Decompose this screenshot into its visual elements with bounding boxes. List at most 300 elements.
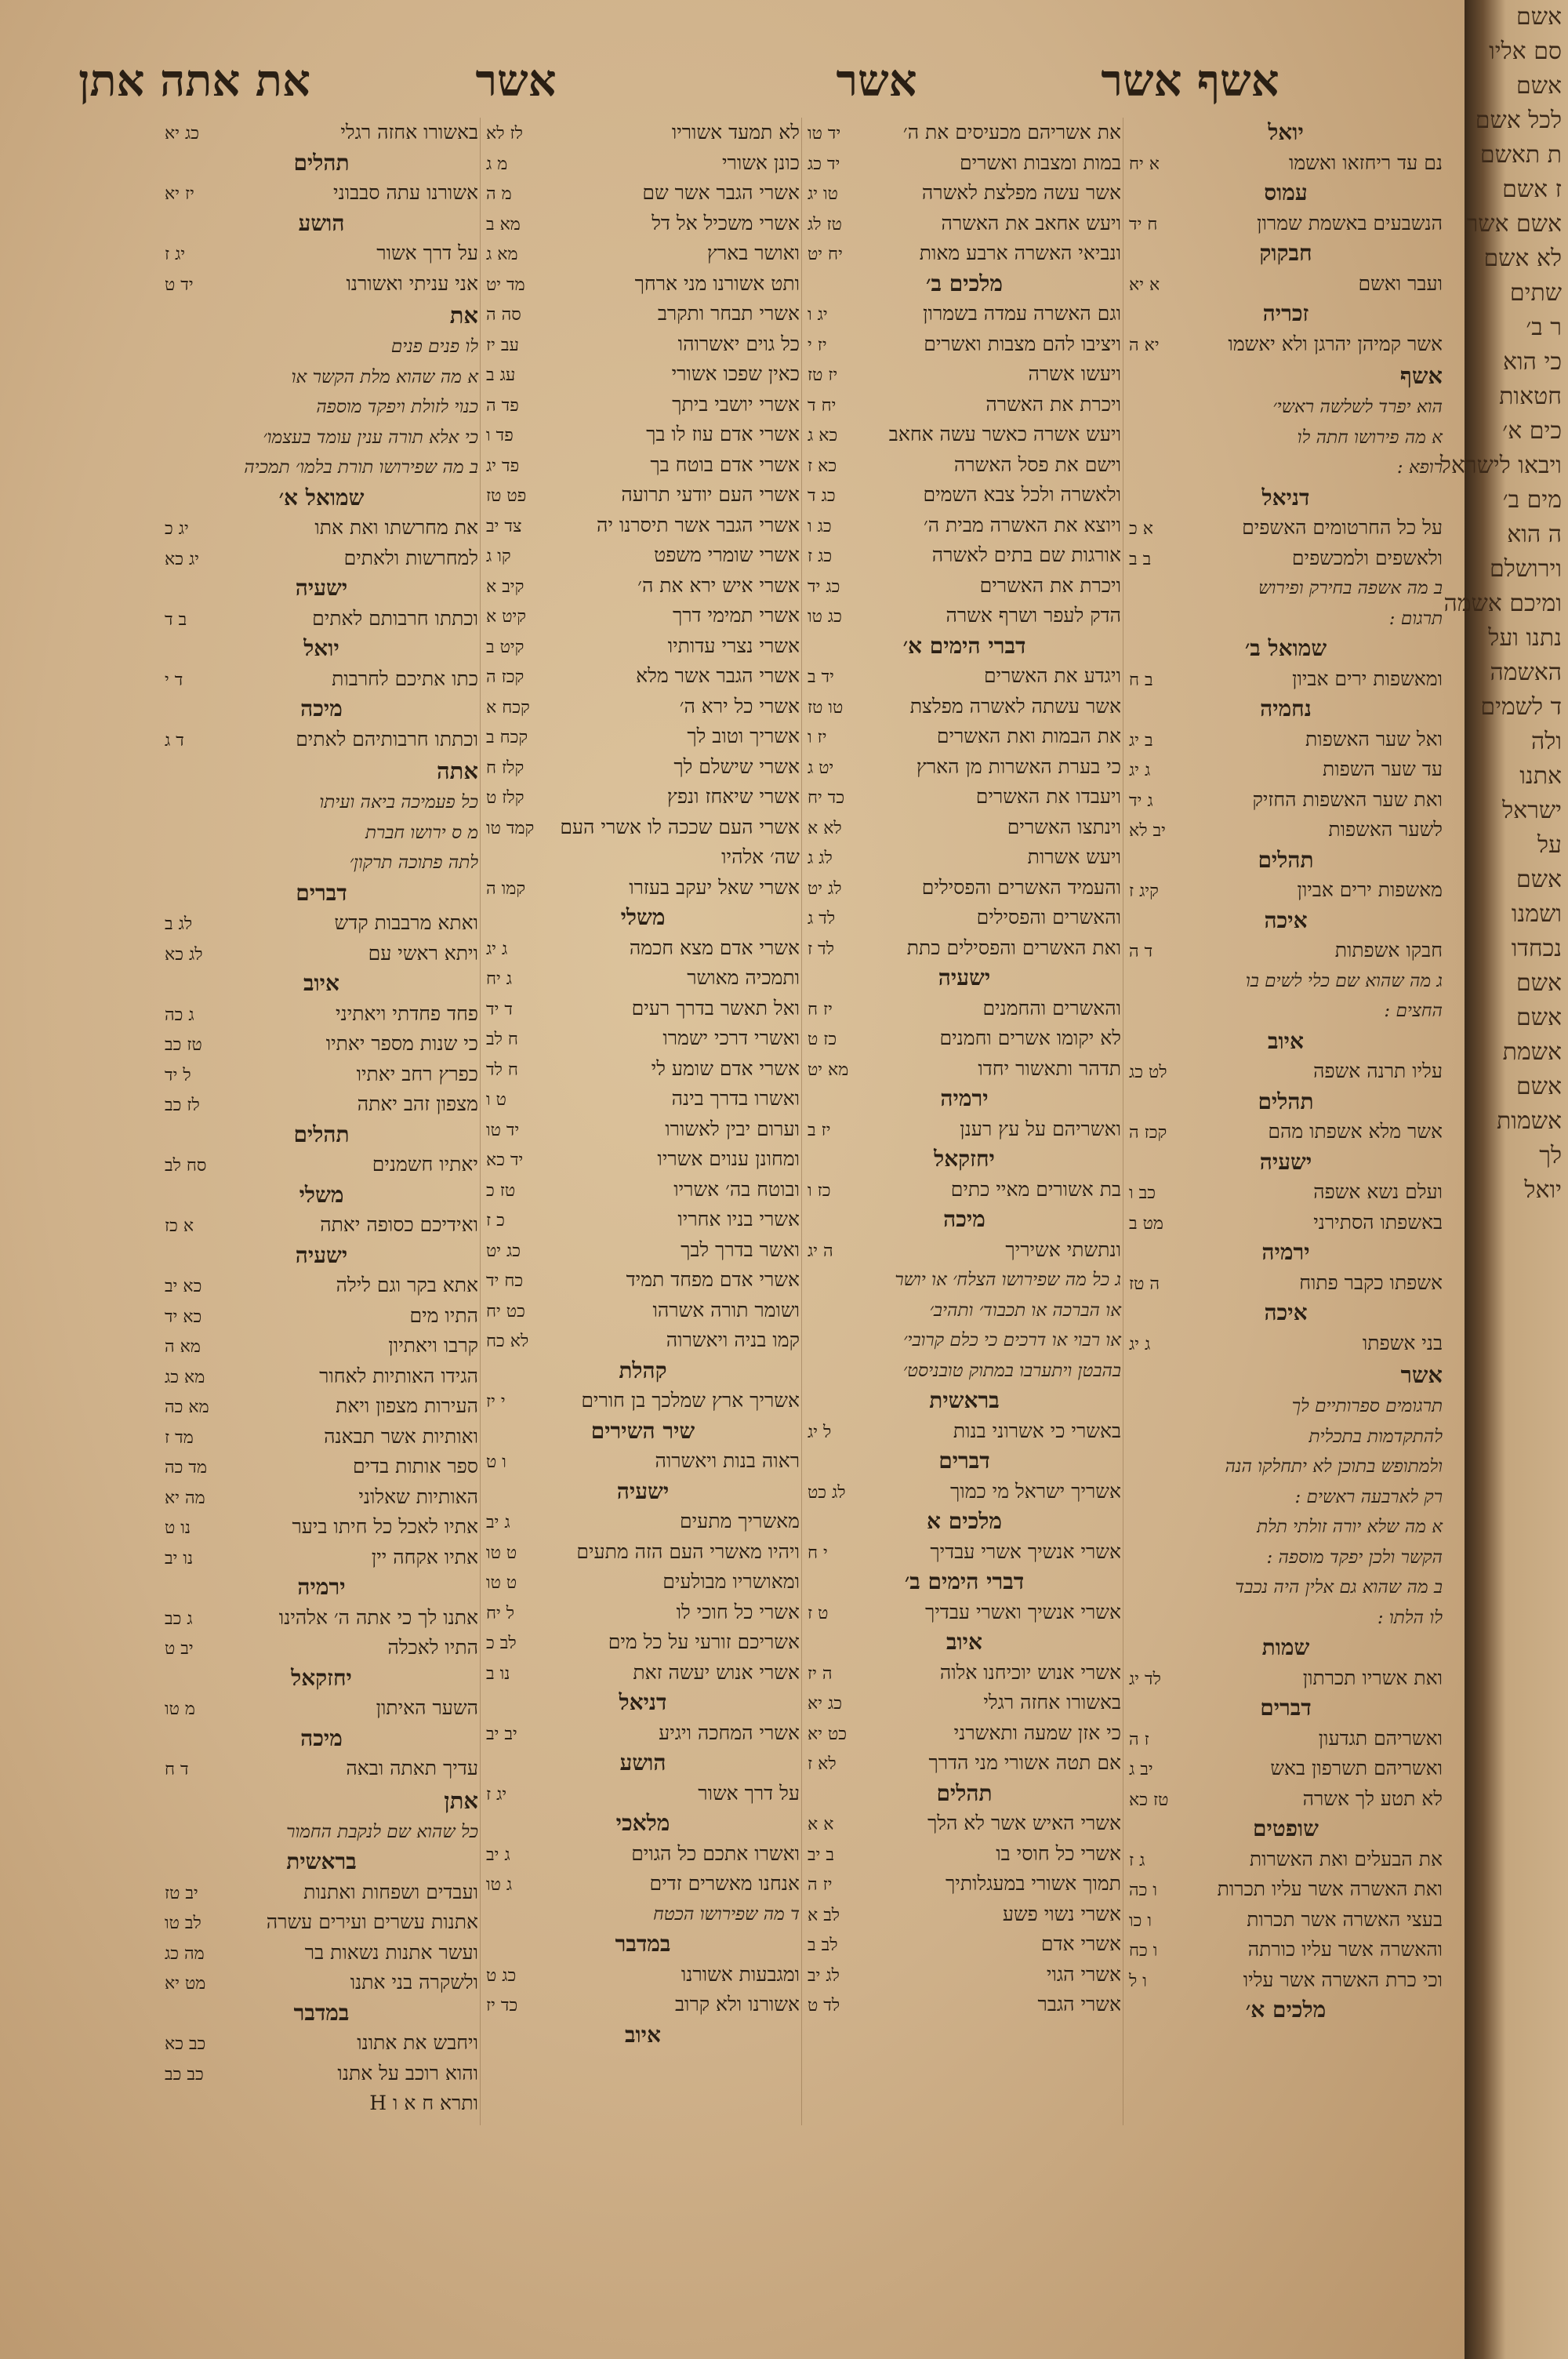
verse-reference: טז כא: [1129, 1790, 1169, 1810]
verse-reference: ט טו: [486, 1543, 517, 1563]
book-heading: ישעיה: [938, 965, 991, 990]
verse-text: ונתשתי אשיריך: [1005, 1238, 1121, 1261]
definition-note: לו פנים פנים: [390, 336, 478, 357]
verse-text: וערום יבין לאשורו: [665, 1117, 800, 1140]
verse-reference: לג ב: [165, 914, 193, 934]
verse-reference: לא א: [808, 818, 842, 838]
verse-text: ואשריהם תגדעון: [1318, 1726, 1443, 1750]
verse-entry: [1129, 754, 1443, 785]
verse-reference: קכח א: [486, 697, 530, 718]
facing-page-fragment: אשם: [1516, 72, 1562, 100]
verse-text: באשפתו הסתירני: [1313, 1210, 1443, 1234]
verse-entry: [808, 390, 1121, 420]
verse-entry: [808, 994, 1121, 1024]
verse-entry: [1129, 329, 1443, 360]
verse-reference: כג יד: [808, 576, 840, 597]
definition-note: ג מה שהוא שם כלי לשים בו: [1245, 970, 1443, 991]
definition-note: הוא יפרד לשלשה ראשי׳: [1272, 397, 1443, 417]
verse-text: באשורו אחזה רגלי: [983, 1691, 1121, 1714]
running-headers: [0, 55, 1465, 118]
adjacent-page-edge: [1439, 0, 1568, 2359]
book-heading: תהלים: [936, 1779, 993, 1806]
verse-text: אשרי הגבר: [1037, 1993, 1121, 2016]
verse-reference: לב טו: [165, 1914, 201, 1933]
verse-text: ויגדע את האשרים: [983, 664, 1121, 687]
header-4: את אתה אתן: [78, 55, 310, 107]
verse-text: את הבמות ואת האשרים: [936, 725, 1121, 747]
verse-reference: כח יד: [486, 1271, 524, 1291]
definition-note: ב מה שפירושו תורת בלמו׳ תמכיה: [244, 457, 478, 478]
verse-reference: כג יא: [808, 1694, 842, 1714]
verse-reference: לג יב: [808, 1965, 840, 1986]
verse-entry: [165, 1060, 478, 1090]
book-heading: מלכים ב׳: [926, 270, 1003, 296]
verse-text: והוא רוכב על אתנו: [337, 2061, 478, 2085]
verse-reference: מא ג: [486, 245, 518, 264]
verse-reference: קכח ב: [486, 728, 528, 747]
verse-entry: [808, 1960, 1121, 1990]
verse-text: ותרא ח א ו H: [369, 2092, 478, 2114]
verse-entry: [165, 1968, 478, 1998]
verse-entry: [1129, 1874, 1443, 1905]
verse-text: אשורנו ולא קרוב: [675, 1993, 800, 2016]
verse-entry: [486, 1144, 800, 1175]
verse-entry: [165, 238, 478, 269]
verse-reference: ל יד: [165, 1065, 191, 1085]
book-heading: יחזקאל: [934, 1146, 995, 1172]
headword: אשף: [1399, 362, 1443, 389]
verse-reference: סח לב: [165, 1156, 207, 1176]
verse-reference: צד יב: [486, 516, 522, 536]
verse-text: ראוה בנות ויאשרוה: [655, 1449, 800, 1472]
verse-reference: ג יג: [486, 939, 508, 959]
verse-reference: מ ג: [486, 154, 508, 174]
verse-text: ואל תאשר בדרך רעים: [631, 996, 800, 1020]
verse-text: כי בערת האשרות מן הארץ: [916, 754, 1121, 778]
verse-text: על דרך אשור: [698, 1781, 800, 1805]
verse-entry: [808, 903, 1121, 933]
verse-reference: לב א: [808, 1905, 840, 1925]
verse-reference: לא ז: [808, 1754, 837, 1774]
verse-text: אתנו לך כי אתה ה׳ אלהינו: [278, 1605, 478, 1629]
verse-text: בני אשפתו: [1362, 1331, 1443, 1354]
verse-entry: [808, 1658, 1121, 1688]
verse-entry: [486, 420, 800, 450]
verse-reference: יז י: [808, 335, 827, 355]
verse-reference: יג ו: [808, 305, 828, 325]
verse-reference: כא ז: [808, 456, 837, 476]
verse-reference: א יא: [1129, 274, 1160, 295]
verse-text: מצפון זהב יאתה: [357, 1092, 478, 1115]
verse-reference: טז כב: [165, 1035, 202, 1055]
verse-reference: כג יא: [165, 124, 199, 144]
verse-text: ולשקרה בני אתנו: [350, 1971, 478, 1994]
verse-reference: יב יב: [486, 1724, 517, 1744]
verse-text: שה׳ אלהיו: [721, 845, 800, 868]
verse-text: באשרי כי אשרוני בנות: [953, 1419, 1121, 1442]
verse-entry: [486, 238, 800, 269]
definition-note: ג כל מה שפירושו הצלח׳ או יושר: [895, 1270, 1121, 1290]
verse-reference: ו כח: [1129, 1941, 1158, 1961]
book-heading: איוב: [946, 1629, 982, 1655]
verse-entry: [486, 631, 800, 662]
verse-entry: [165, 1754, 478, 1784]
verse-entry: [486, 1567, 800, 1598]
verse-entry: [808, 178, 1121, 209]
verse-entry: [808, 1869, 1121, 1899]
verse-entry: [808, 571, 1121, 602]
verse-text: ואשרי דרכי ישמרו: [662, 1027, 800, 1049]
verse-entry: [486, 1839, 800, 1870]
book-heading: דברים: [296, 879, 347, 906]
verse-entry: [1129, 543, 1443, 574]
verse-reference: כג ו: [808, 516, 832, 536]
verse-entry: [165, 1150, 478, 1180]
verse-reference: ז ה: [1129, 1729, 1149, 1750]
definition-note: ולמתופש בתוכן לא יתחלקו הנה: [1225, 1456, 1443, 1477]
verse-reference: יד כג: [808, 154, 840, 174]
verse-reference: ב יב: [808, 1845, 834, 1865]
verse-text: אשרי הגבר אשר מלא: [636, 664, 800, 687]
verse-entry: [1129, 1754, 1443, 1784]
verse-reference: כז ו: [808, 1180, 831, 1201]
book-heading: שמות: [1261, 1634, 1310, 1660]
definition-note: כל שהוא שם לנקבת החמור: [286, 1821, 478, 1842]
verse-entry: [486, 390, 800, 420]
verse-entry: [486, 1205, 800, 1235]
verse-text: ואתא מרבבות קדש: [334, 911, 478, 934]
verse-reference: מא ב: [486, 214, 521, 234]
verse-text: אשר קמיהן יהרגן ולא יאשמו: [1228, 332, 1443, 355]
verse-reference: נו יב: [165, 1548, 194, 1568]
definition-note: רק לארבעה ראשים :: [1294, 1486, 1443, 1507]
verse-text: לא תטע לך אשרה: [1302, 1787, 1443, 1810]
verse-text: אשר עשתה לאשרה מפלצת: [909, 694, 1121, 718]
book-heading: מיכה: [943, 1206, 985, 1232]
facing-page-fragment: חטאות: [1499, 383, 1562, 410]
verse-reference: יב לא: [1129, 821, 1166, 841]
book-heading: בראשית: [929, 1387, 1000, 1413]
verse-reference: ב ב: [1129, 549, 1152, 569]
verse-text: אשרי כל חוכי לו: [676, 1600, 800, 1623]
book-heading: יואל: [1268, 119, 1304, 145]
definition-note: או רבוי או דרכים כי כלם קרובי׳: [903, 1330, 1121, 1350]
verse-entry: [1129, 1724, 1443, 1754]
book-heading: דברים: [938, 1448, 990, 1474]
verse-text: כי שנות מספר יאתיו: [325, 1032, 478, 1055]
book-heading: דברי הימים א׳: [902, 632, 1026, 659]
verse-text: תדהר ותאשור יחדו: [978, 1056, 1121, 1080]
verse-text: אשריך ארץ שמלכך בן חורים: [581, 1389, 800, 1412]
facing-page-fragment: ת תאשם: [1479, 141, 1562, 169]
verse-text: והאשרים והפסילים: [976, 906, 1121, 929]
verse-text: אשרי אדם שומע לי: [651, 1056, 800, 1080]
verse-reference: כג טו: [808, 607, 842, 627]
verse-entry: [165, 2088, 478, 2119]
book-heading: במדבר: [293, 1999, 350, 2026]
book-heading: מלאכי: [615, 1810, 670, 1836]
verse-reference: ג יג: [1129, 1334, 1151, 1354]
verse-reference: א כז: [165, 1216, 194, 1236]
facing-page-fragment: מים ב׳: [1502, 486, 1562, 514]
book-heading: נחמיה: [1260, 696, 1312, 722]
definition-note: ד מה שפירושו הכטח: [653, 1903, 800, 1925]
verse-text: אשרי אנשיך ואשרי עבדיך: [924, 1600, 1121, 1623]
verse-entry: [808, 118, 1121, 148]
verse-reference: קלז ט: [486, 788, 524, 808]
facing-page-fragment: אשם: [1516, 1004, 1562, 1031]
book-heading: מיכה: [300, 1725, 343, 1751]
book-heading: ישעיה: [295, 575, 348, 601]
verse-entry: [486, 994, 800, 1024]
definition-note: לו הלתו :: [1377, 1607, 1443, 1628]
facing-page-fragment: ז אשם: [1502, 176, 1562, 203]
verse-text: עליו תרנה אשפה: [1313, 1060, 1443, 1082]
book-heading: איוב: [1268, 1027, 1304, 1054]
verse-text: ויציבו להם מצבות ואשרים: [924, 332, 1121, 355]
verse-text: אשרי שישלם לך: [673, 754, 800, 778]
verse-text: אשרי נשוי פשע: [1002, 1902, 1121, 1925]
verse-text: התיו מים: [409, 1303, 478, 1327]
verse-reference: יג ז: [165, 245, 186, 264]
verse-text: השער האיתון: [376, 1696, 478, 1719]
verse-entry: [486, 1598, 800, 1628]
verse-text: ויחבש את אתונו: [357, 2031, 478, 2054]
verse-reference: כב כב: [165, 2064, 204, 2085]
verse-text: והאשרים והחמנים: [982, 996, 1121, 1020]
book-heading: זכריה: [1262, 300, 1309, 326]
verse-entry: [808, 480, 1121, 511]
verse-reference: ב יג: [1129, 730, 1153, 751]
facing-page-fragment: נכחדו: [1511, 935, 1562, 962]
verse-text: תמוך אשורי במעגלותיך: [945, 1872, 1121, 1895]
verse-reference: מד ז: [165, 1427, 194, 1448]
verse-entry: [486, 963, 800, 994]
headword: את: [449, 302, 478, 329]
verse-reference: ג יח: [486, 969, 513, 989]
definition-note: לתה פתוכה תרקון׳: [349, 852, 478, 873]
verse-entry: [1129, 725, 1443, 755]
verse-reference: קכז ה: [1129, 1123, 1167, 1143]
definition-note: כי אלא תורה ענין עומד בעצמו׳: [263, 427, 478, 448]
verse-reference: יד טו: [808, 124, 841, 144]
definition-note: הקשר ולכן יפקד מוספה :: [1266, 1547, 1443, 1568]
verse-entry: [486, 1325, 800, 1356]
verse-text: עדיך תאתה ובאה: [346, 1757, 478, 1779]
verse-entry: [808, 1748, 1121, 1779]
verse-reference: ד ג: [165, 730, 184, 751]
verse-reference: פד ו: [486, 426, 514, 445]
verse-entry: [486, 812, 800, 843]
verse-text: על דרך אשור: [376, 242, 478, 264]
verse-text: אשרי העם שככה לו אשרי העם: [560, 815, 800, 838]
verse-reference: לז לא: [486, 124, 523, 144]
verse-reference: יח יט: [808, 245, 843, 264]
book-heading: הושע: [619, 1750, 666, 1776]
verse-entry: [808, 1990, 1121, 2020]
verse-text: אשרי אדם בוטח בך: [650, 453, 800, 476]
verse-text: וכתתו חרבותיהם לאתים: [296, 727, 478, 751]
verse-text: אשרי אנוש יוכיחנו אלוה: [939, 1660, 1121, 1684]
verse-entry: [165, 1391, 478, 1422]
verse-reference: ד יד: [486, 999, 513, 1020]
book-heading: יחזקאל: [291, 1664, 352, 1691]
verse-entry: [808, 1899, 1121, 1930]
book-heading: דברים: [1260, 1695, 1312, 1721]
verse-text: ונביאי האשרה ארבע מאות: [919, 242, 1121, 264]
verse-entry: [486, 1023, 800, 1054]
verse-text: ועשר אתנות נשאות בר: [304, 1940, 478, 1964]
facing-page-fragment: לך: [1539, 1142, 1562, 1169]
verse-entry: [1129, 1784, 1443, 1815]
verse-entry: [808, 933, 1121, 964]
verse-text: אתא בקר וגם לילה: [336, 1274, 478, 1296]
verse-entry: [165, 1029, 478, 1060]
verse-entry: [486, 1990, 800, 2020]
verse-reference: כ ז: [486, 1211, 505, 1230]
facing-page-fragment: ומיכם אשמה: [1443, 590, 1562, 617]
verse-reference: י יז: [486, 1392, 506, 1412]
facing-page-fragment: נתנו ועל: [1488, 624, 1562, 652]
verse-entry: [165, 604, 478, 634]
verse-text: ומחונן ענוים אשריו: [657, 1147, 800, 1170]
verse-entry: [486, 511, 800, 541]
verse-entry: [808, 1929, 1121, 1960]
book-heading: במדבר: [615, 1931, 671, 1957]
verse-entry: [165, 2028, 478, 2059]
verse-reference: ח לד: [486, 1060, 518, 1080]
verse-entry: [486, 601, 800, 631]
definition-note: כנוי לזולת ויפקד מוספה: [316, 397, 478, 417]
verse-reference: לד יג: [1129, 1669, 1161, 1689]
verse-text: כפרץ רחב יאתיו: [356, 1062, 478, 1085]
book-heading: דניאל: [619, 1689, 667, 1715]
verse-reference: מד יט: [486, 274, 525, 295]
verse-text: ומאושריו מבולעים: [662, 1570, 800, 1593]
verse-text: ולאשרה ולכל צבא השמים: [923, 483, 1121, 506]
verse-reference: כד יז: [486, 1996, 518, 2016]
verse-reference: פד ה: [486, 395, 519, 416]
verse-reference: ח יד: [1129, 214, 1158, 234]
verse-text: אתיו לאכל כל חיתו ביער: [292, 1515, 478, 1538]
verse-reference: יד ט: [165, 274, 194, 295]
verse-reference: ג יג: [1129, 761, 1151, 780]
verse-text: אשרי אדם: [1040, 1932, 1121, 1955]
verse-entry: [486, 1265, 800, 1296]
verse-entry: [1129, 513, 1443, 543]
verse-text: אני עניתי ואשורנו: [346, 271, 478, 295]
book-heading: ישעיה: [1259, 1148, 1312, 1175]
verse-entry: [486, 1507, 800, 1537]
verse-reference: ל יג: [808, 1422, 832, 1442]
verse-entry: [808, 450, 1121, 481]
facing-page-fragment: כי הוא: [1503, 348, 1562, 376]
verse-entry: [808, 752, 1121, 783]
verse-reference: לד ג: [808, 909, 836, 929]
verse-entry: [165, 1422, 478, 1452]
definition-note: תרגום :: [1388, 608, 1443, 629]
verse-text: וכי כרת האשרה אשר עליו: [1243, 1968, 1443, 1991]
verse-entry: [486, 1386, 800, 1416]
verse-reference: עג ב: [486, 365, 516, 385]
book-heading: איכה: [1264, 1299, 1308, 1325]
verse-entry: [1129, 1117, 1443, 1147]
verse-reference: ה טז: [1129, 1274, 1160, 1294]
definition-note: כל פעמיכה ביאה ועיתו: [319, 792, 478, 812]
verse-entry: [1129, 269, 1443, 300]
verse-entry: [486, 480, 800, 511]
verse-reference: ג ז: [1129, 1850, 1145, 1870]
verse-text: כונן אשורי: [722, 151, 800, 174]
facing-page-fragment: ר ב׳: [1526, 314, 1562, 341]
verse-reference: יד טו: [486, 1120, 520, 1140]
verse-reference: ל יח: [486, 1603, 515, 1623]
book-heading: קהלת: [619, 1357, 667, 1383]
verse-text: למחרשות ולאתים: [343, 546, 478, 569]
verse-text: אשריך וטוב לך: [687, 725, 800, 747]
headword: אשר: [1400, 1361, 1443, 1388]
verse-reference: כב ו: [1129, 1183, 1156, 1203]
facing-page-fragment: על: [1537, 831, 1562, 859]
verse-entry: [486, 692, 800, 722]
verse-entry: [165, 999, 478, 1030]
verse-reference: קמד טו: [486, 818, 535, 838]
book-heading: מלכים א׳: [1245, 1997, 1327, 2023]
verse-reference: לב ב: [808, 1936, 838, 1955]
verse-reference: מט יא: [165, 1974, 206, 1994]
verse-entry: [486, 1296, 800, 1326]
verse-text: מאשריך מתעים: [680, 1510, 800, 1532]
verse-reference: כא ג: [808, 426, 838, 445]
verse-reference: לא כח: [486, 1332, 529, 1351]
verse-reference: נו ב: [486, 1663, 510, 1684]
verse-entry: [808, 1114, 1121, 1145]
verse-entry: [808, 1416, 1121, 1447]
verse-entry: [486, 269, 800, 300]
definition-note: א מה פירושו חתה לו: [1297, 427, 1443, 448]
verse-reference: ג יב: [486, 1513, 510, 1532]
verse-reference: ה יז: [808, 1663, 833, 1684]
verse-entry: [808, 1808, 1121, 1839]
verse-text: על כל החרטומים האשפים: [1242, 516, 1443, 539]
verse-reference: ו ל: [1129, 1971, 1147, 1991]
verse-entry: [808, 420, 1121, 450]
verse-text: אשרי אדם עוז לו בך: [646, 423, 800, 445]
verse-text: התיו לאכלה: [387, 1636, 478, 1659]
book-heading: עמוס: [1264, 180, 1308, 205]
verse-reference: יז ה: [808, 1875, 833, 1895]
verse-entry: [486, 1627, 800, 1658]
book-heading: ישעיה: [616, 1478, 670, 1504]
verse-text: ויוצא את האשרה מבית ה׳: [923, 513, 1121, 536]
verse-text: בת אשורים מאיי כתים: [950, 1177, 1121, 1201]
verse-text: ואשריהם על עץ רענן: [960, 1117, 1121, 1140]
verse-reference: ג יב: [486, 1845, 510, 1865]
verse-entry: [1129, 1329, 1443, 1359]
facing-page-fragment: אשם: [1516, 969, 1562, 997]
verse-entry: [165, 2059, 478, 2089]
verse-text: לא תמעד אשוריו: [671, 121, 800, 144]
verse-entry: [486, 299, 800, 329]
verse-text: ואושר בארץ: [706, 242, 800, 264]
verse-entry: [486, 933, 800, 964]
verse-entry: [165, 1512, 478, 1543]
verse-entry: [808, 209, 1121, 239]
verse-text: ואת שער האשפות החזיק: [1252, 787, 1443, 811]
verse-text: אם תטה אשורי מני הדרך: [928, 1751, 1121, 1774]
verse-text: ויכרת את האשרים: [979, 573, 1121, 597]
verse-text: וגם האשרה עמדה בשמרון: [923, 302, 1121, 325]
